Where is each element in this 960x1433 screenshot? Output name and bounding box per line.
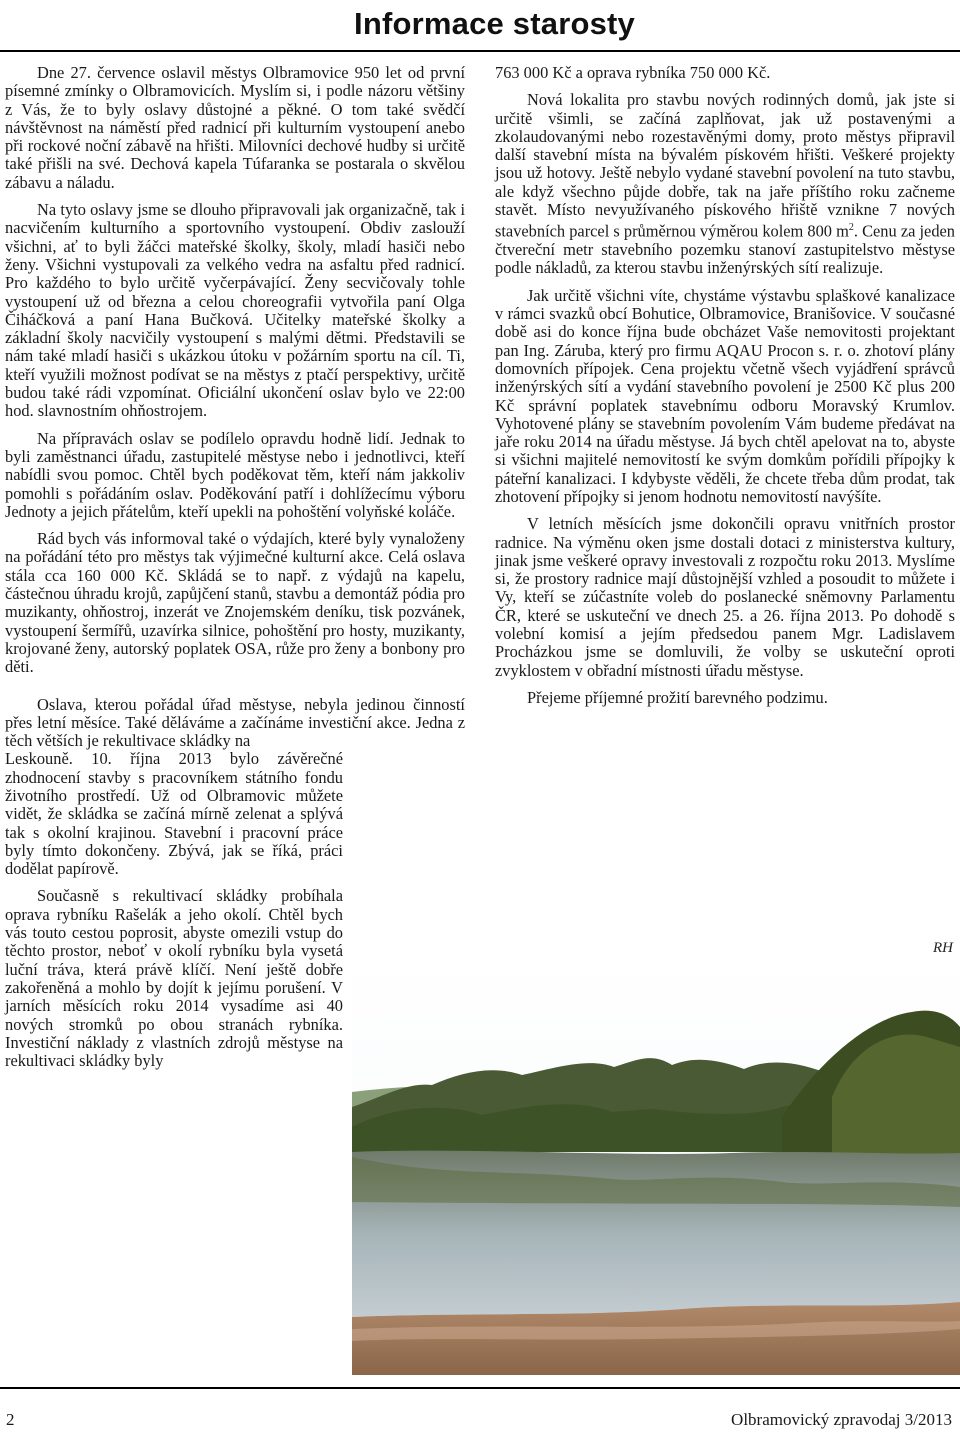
paragraph: Přejeme příjemné prožití barevného podzimu. bbox=[527, 687, 828, 707]
paragraph: Na tyto oslavy jsme se dlouho připravovali jak organizačně, tak i nacvičením kulturního a sportovního vystoupení. Obdiv zaslouží všichni, ať to byli žáčci mateřské školky, školy, mladí hasiči nebo ženy. Všichni vystupovali za velkého vedra na asfaltu před radnicí. Pro každého to bylo určitě vyčerpávající. Ženy secvičovaly tohle vystoupení už od března a celou choreografii vytvořila paní Olga Čiháčková a paní Hana Bučková. Učitelky mateřské školky a základní školy nacvičily vystoupení s malými dětmi. Představili se nám také mladí hasiči s ukázkou útoku v požárním sportu na cíl. Ti, kteří využili možnost podívat se na městys z ptačí perspektivy, určitě budou také rádi vzpomínat. Oficiální ukončení oslav bylo ve 22:00 hod. slavnostním ohňostrojem. bbox=[5, 200, 465, 421]
author-signature: RH bbox=[933, 940, 953, 956]
pond-photo-image bbox=[352, 957, 960, 1375]
paragraph: Současně s rekultivací skládky probíhala oprava rybníku Rašelák a jeho okolí. Chtěl bych vás touto cestou poprosit, abyste omezili vstup do těchto prostor, neboť v okolí rybníku byla vysetá luční tráva, která právě klíčí. Není ještě dobře zakořeněná a mohlo by dojít k jejímu porušení. V jarních měsících roku 2014 vysadíme asi 40 nových stromků po obou stranách rybníka. Investiční náklady z vlastních zdrojů městyse na rekultivaci skládky byly bbox=[5, 886, 343, 1071]
paragraph: V letních měsících jsme dokončili opravu vnitřních prostor radnice. Na výměnu oken jsme dostali dotaci z ministerstva kultury, jinak jsme veškeré opravy investovali z rozpočtu roku 2013. Myslíme si, že prostory radnice mají důstojnější vzhled a posoudit to můžete i Vy, kteří se zúčastníte voleb do poslanecké sněmovny Parlamentu ČR, které se uskuteční ve dnech 25. a 26. října 2013. Po dohodě s volební komisí a jejím předsedou panem Mgr. Ladislavem Procházkou jsme se domluvili, že volby se uskuteční oproti zvyklostem v obřadní místnosti úřadu městyse. bbox=[495, 514, 955, 680]
header-band bbox=[0, 0, 960, 52]
paragraph: Na přípravách oslav se podílelo opravdu hodně lidí. Jednak to byli zaměstnanci úřadu, zastupitelé městyse nebo i jednotlivci, kteří nabídli svou pomoc. Chtěl bych poděkovat těm, kteří nám jakkoliv pomohli s pořádáním oslav. Poděkování patří i dohlížecímu výboru Jednoty a jejich přátelům, kteří upekli na pohoštění volyňské koláče. bbox=[5, 428, 465, 521]
paragraph: Dne 27. července oslavil městys Olbramovice 950 let od první písemné zmínky o Olbramovicích. Myslím si, i podle názoru většiny z Vás, že to byly oslavy důstojné a pěkné. O tom také svědčí návštěvnost na náměstí před radnicí při kulturním vystoupení anebo při rockové noční zábavě na hřišti. Milovníci dechové hudby si určitě také přišli na své. Dechová kapela Túfaranka se postarala o skvělou zábavu a náladu. bbox=[5, 63, 465, 192]
pond-photo bbox=[352, 957, 960, 1375]
paragraph: Jak určitě všichni víte, chystáme výstavbu splaškové kanalizace v rámci svazků obcí Bohutice, Olbramovice, Branišovice. V současné době asi do konce října bude obcházet Vaše nemovitosti projektant pan Ing. Záruba, který pro firmu AQAU Procon s. r. o. zhotoví plány domovních přípojek. Cena projektu včetně všech vyjádření správců inženýrských sítí a vydání stavebního povolení je 2500 Kč plus 200 Kč správní poplatek stavebnímu odboru Moravský Krumlov. Vyhotovené plány se stavebním povolením Vám budeme předávat na jaře roku 2014 na úřadu městyse. Já bych chtěl apelovat na to, abyste si všichni majitelé nemovitostí ke svým domkům pořídili přípojky k páteřní kanalizaci. I kdybyste věděli, že chcete třeba dům prodat, tak zhotovení přípojky si jenom hodnotu nemovitostí navýšíte. bbox=[495, 285, 955, 506]
paragraph: 763 000 Kč a oprava rybníka 750 000 Kč. bbox=[495, 63, 771, 82]
footer-divider bbox=[0, 1387, 960, 1389]
paragraph: Leskouně. 10. října 2013 bylo závěrečné zhodnocení stavby s pracovníkem státního fondu životního prostředí. Už od Olbramovic můžete vidět, že skládka se začíná mírně zelenat a splývá tak s okolní krajinou. Stavební i pracovní práce byly tímto dokončeny. Zbývá, jak se říká, práci dodělat papírově. bbox=[5, 749, 343, 879]
right-column bbox=[495, 64, 955, 716]
page-number: 2 bbox=[6, 1410, 15, 1429]
paragraph: Oslava, kterou pořádal úřad městyse, nebyla jedinou činností přes letní měsíce. Také děláváme a začínáme investiční akce. Jedna z těch větších je rekultivace skládky na bbox=[5, 694, 465, 751]
paragraph bbox=[495, 91, 955, 277]
paragraph-text: . Cenu za jeden čtvereční metr stavebního pozemku stanoví zastupitelstvo městyse podle nákladů, za kterou stavbu inženýrských sítí realizuje. bbox=[495, 221, 955, 278]
page-title: Informace starosty bbox=[354, 6, 635, 41]
superscript: 2 bbox=[848, 222, 854, 234]
paragraph-text: Nová lokalita pro stavbu nových rodinných domů, jak jste si určitě všimli, se začíná zaplňovat, jak už postavenými a zkolaudovanými nebo rozestavěnými domy, proto městys připravil další stavební místa na bývalém pískovém hřišti. Veškeré projekty jsou už hotovy. Ještě nebylo vydané stavební povolení na tuto stavbu, ale když všechno půjde dobře, tak na jaře příštího roku začneme stavět. Místo nevyužívaného pískového hřiště vznikne 7 nových stavebních parcel s průměrnou výměrou kolem 800 m bbox=[495, 90, 955, 241]
left-column bbox=[5, 64, 465, 1079]
spacer bbox=[5, 686, 465, 696]
paragraph: Rád bych vás informoval také o výdajích, které byly vynaloženy na pořádání této pro městys tak výjimečné kulturní akce. Celá oslava stála cca 160 000 Kč. Skládá se to např. z výdajů na kapelu, částečnou úhradu krojů, zapůjčení stanů, stavbu a demontáž pódia pro muzikanty, ohňostroj, inzerát ve Znojemském deníku, tisk pozvánek, vystoupení šermířů, uzavírka silnice, pohoštění pro hosty, muzikanty, krojované ženy, autorský poplatek OSA, růže pro ženy a bonbony pro děti. bbox=[5, 529, 465, 677]
wrapped-text bbox=[5, 750, 343, 1070]
journal-title: Olbramovický zpravodaj 3/2013 bbox=[731, 1410, 952, 1429]
